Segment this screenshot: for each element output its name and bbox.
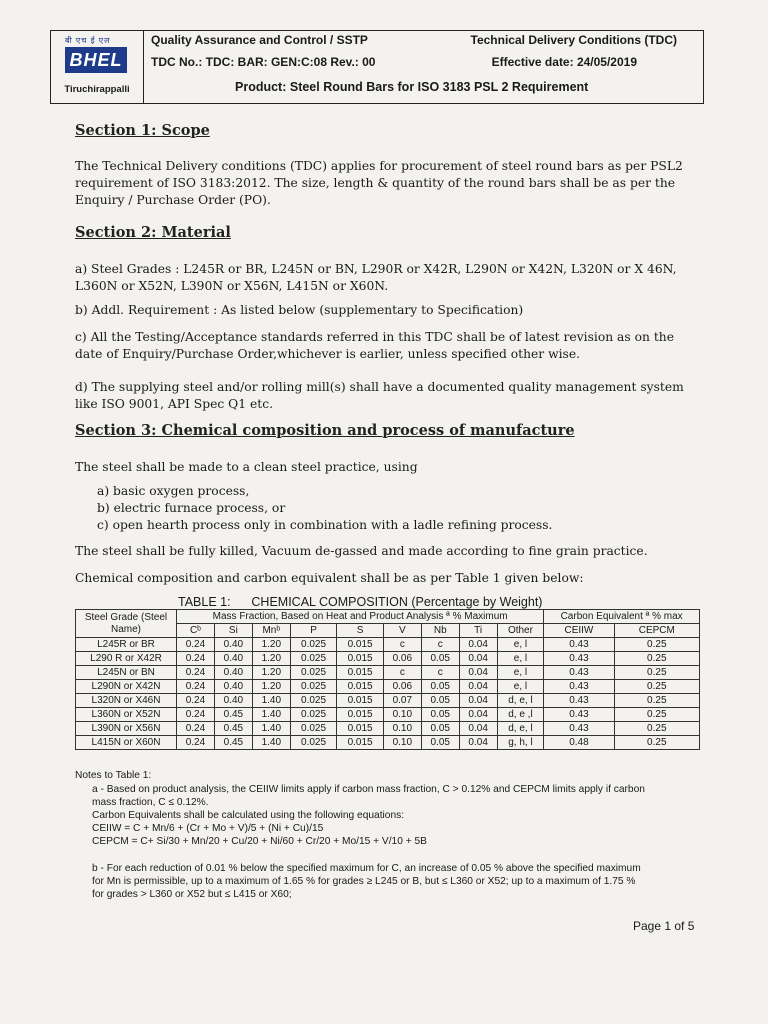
table-cell: 0.25 — [614, 694, 699, 708]
ce-pcm-formula: CEPCM = C+ Si/30 + Mn/20 + Cu/20 + Ni/60 + Cr/20 + Mo/15 + V/10 + 5B — [92, 836, 427, 847]
table-cell: e, l — [497, 666, 544, 680]
table-cell: 0.10 — [383, 708, 421, 722]
table-cell: 0.25 — [614, 736, 699, 750]
table-cell: 0.05 — [421, 708, 459, 722]
table-cell: 0.015 — [337, 722, 384, 736]
table-cell: 0.025 — [290, 694, 337, 708]
table-row — [76, 638, 700, 652]
table-row — [76, 680, 700, 694]
section1-text: The Technical Delivery conditions (TDC) applies for procurement of steel round bars as per PSL2 requirement of ISO 3183:2012. The size, length & quantity of the round bars shall be as per the Enquiry / Purchase Order (PO). — [75, 159, 683, 207]
note-b-line1: b - For each reduction of 0.01 % below the specified maximum for C, an increase of 0.05 % above the specified maximum — [92, 863, 641, 874]
table-cell: 0.25 — [614, 666, 699, 680]
table-cell: 0.24 — [177, 694, 215, 708]
section3-intro: The steel shall be made to a clean steel practice, using — [75, 460, 418, 474]
col-header: P — [290, 624, 337, 638]
note-b-line2: for Mn is permissible, up to a maximum of 1.65 % for grades ≥ L245 or B, but ≤ L360 or X52; up to a maximum of 1.75 % — [92, 876, 636, 887]
table-cell: 0.43 — [544, 666, 614, 680]
table-cell: 0.025 — [290, 666, 337, 680]
table-cell: e, l — [497, 638, 544, 652]
table-cell: 0.10 — [383, 736, 421, 750]
table1-title: TABLE 1: CHEMICAL COMPOSITION (Percentage by Weight) — [178, 595, 543, 609]
tdc-number: TDC No.: TDC: BAR: GEN:C:08 Rev.: 00 — [151, 55, 376, 69]
col-header: S — [337, 624, 384, 638]
table-cell: L320N or X46N — [76, 694, 177, 708]
table-cell: L360N or X52N — [76, 708, 177, 722]
logo-mark: BHEL — [65, 47, 127, 73]
table-cell: 0.04 — [459, 652, 497, 666]
table-cell: 0.43 — [544, 708, 614, 722]
table-cell: 0.025 — [290, 736, 337, 750]
table-cell: 0.40 — [214, 652, 252, 666]
table-cell: c — [383, 666, 421, 680]
table-cell: d, e, l — [497, 722, 544, 736]
table-cell: 0.24 — [177, 652, 215, 666]
table-cell: L415N or X60N — [76, 736, 177, 750]
table-cell: 0.25 — [614, 708, 699, 722]
process-item: c) open hearth process only in combination with a ladle refining process. — [97, 518, 553, 532]
table-cell: 0.025 — [290, 652, 337, 666]
table-cell: 0.24 — [177, 736, 215, 750]
section2-item-a: a) Steel Grades : L245R or BR, L245N or BN, L290R or X42R, L290N or X42N, L320N or X 46N, L360N or X52N, L390N or X56N, L415N or X60N. — [75, 262, 677, 293]
logo-city: Tiruchirappalli — [64, 84, 130, 95]
table-row — [76, 694, 700, 708]
col-header: CEPCM — [614, 624, 699, 638]
table-cell: 0.25 — [614, 680, 699, 694]
table-cell: 0.24 — [177, 666, 215, 680]
table-cell: 0.06 — [383, 680, 421, 694]
table-cell: d, e ,l — [497, 708, 544, 722]
table-cell: 0.43 — [544, 680, 614, 694]
table-cell: 0.24 — [177, 708, 215, 722]
table-cell: 0.06 — [383, 652, 421, 666]
section3-killed: The steel shall be fully killed, Vacuum de-gassed and made according to fine grain practice. — [75, 544, 648, 558]
document-header — [50, 30, 704, 104]
table-cell: 0.45 — [214, 722, 252, 736]
table-cell: 0.05 — [421, 694, 459, 708]
table-row — [76, 722, 700, 736]
table-cell: 0.40 — [214, 638, 252, 652]
table-cell: 0.05 — [421, 736, 459, 750]
doc-type-label: Technical Delivery Conditions (TDC) — [470, 33, 677, 47]
section3-title: Section 3: Chemical composition and process of manufacture — [75, 422, 575, 439]
note-b-line3: for grades > L360 or X52 but ≤ L415 or X60; — [92, 889, 292, 900]
table-cell: 0.40 — [214, 680, 252, 694]
table-cell: 0.015 — [337, 736, 384, 750]
table-row — [76, 666, 700, 680]
table-cell: 0.04 — [459, 694, 497, 708]
table-cell: 0.015 — [337, 652, 384, 666]
table-cell: 0.43 — [544, 694, 614, 708]
table-cell: 0.015 — [337, 680, 384, 694]
table-cell: c — [421, 638, 459, 652]
table-cell: L245N or BN — [76, 666, 177, 680]
table-cell: 1.20 — [252, 652, 290, 666]
table-cell: 0.10 — [383, 722, 421, 736]
table-cell: 0.40 — [214, 666, 252, 680]
table-cell: c — [383, 638, 421, 652]
table-cell: 0.04 — [459, 708, 497, 722]
table-cell: L290N or X42N — [76, 680, 177, 694]
col-header: Ti — [459, 624, 497, 638]
table-cell: 1.20 — [252, 638, 290, 652]
table-cell: 1.40 — [252, 708, 290, 722]
table-cell: 0.05 — [421, 722, 459, 736]
table-cell: 0.04 — [459, 680, 497, 694]
col-header-carbon-equivalent: Carbon Equivalent ª % max — [544, 610, 700, 624]
effective-date: Effective date: 24/05/2019 — [491, 55, 637, 69]
table-cell: 1.20 — [252, 666, 290, 680]
table-cell: 0.025 — [290, 638, 337, 652]
table-cell: 0.015 — [337, 694, 384, 708]
table-cell: 0.25 — [614, 652, 699, 666]
company-logo — [51, 31, 144, 103]
table-cell: 1.40 — [252, 736, 290, 750]
page-number: Page 1 of 5 — [633, 919, 695, 933]
col-header: V — [383, 624, 421, 638]
section2-title: Section 2: Material — [75, 224, 231, 241]
note-a-line2: mass fraction, C ≤ 0.12%. — [92, 797, 209, 808]
table-cell: 0.04 — [459, 736, 497, 750]
col-header-grade: Steel Grade (Steel Name) — [76, 610, 177, 638]
table-cell: 1.40 — [252, 694, 290, 708]
table-cell: 0.07 — [383, 694, 421, 708]
table-cell: e, l — [497, 680, 544, 694]
col-header: Mnᵇ — [252, 624, 290, 638]
table-cell: L390N or X56N — [76, 722, 177, 736]
table-cell: 0.45 — [214, 736, 252, 750]
table-cell: 0.48 — [544, 736, 614, 750]
process-item: a) basic oxygen process, — [97, 484, 250, 498]
table-cell: 0.43 — [544, 722, 614, 736]
table-cell: e, l — [497, 652, 544, 666]
col-header: Cᵇ — [177, 624, 215, 638]
table-cell: g, h, l — [497, 736, 544, 750]
table-row — [76, 736, 700, 750]
table-cell: 0.015 — [337, 666, 384, 680]
ce-iiw-formula: CEIIW = C + Mn/6 + (Cr + Mo + V)/5 + (Ni + Cu)/15 — [92, 823, 324, 834]
col-header: CEIIW — [544, 624, 614, 638]
col-header-mass-fraction: Mass Fraction, Based on Heat and Product Analysis ª % Maximum — [177, 610, 544, 624]
table-cell: 0.24 — [177, 680, 215, 694]
table-cell: 0.05 — [421, 652, 459, 666]
chemical-composition-table — [75, 609, 700, 750]
table-row — [76, 652, 700, 666]
table-cell: 0.025 — [290, 722, 337, 736]
table-cell: 0.25 — [614, 638, 699, 652]
table-cell: L290 R or X42R — [76, 652, 177, 666]
section2-item-d: d) The supplying steel and/or rolling mill(s) shall have a documented quality management system like ISO 9001, API Spec Q1 etc. — [75, 380, 684, 411]
col-header: Nb — [421, 624, 459, 638]
section3-table-ref: Chemical composition and carbon equivalent shall be as per Table 1 given below: — [75, 571, 584, 585]
table-cell: 0.04 — [459, 722, 497, 736]
table-cell: 0.04 — [459, 638, 497, 652]
table-cell: 1.40 — [252, 722, 290, 736]
table-cell: 0.24 — [177, 638, 215, 652]
table-cell: 1.20 — [252, 680, 290, 694]
process-item: b) electric furnace process, or — [97, 501, 286, 515]
product-title: Product: Steel Round Bars for ISO 3183 PSL 2 Requirement — [235, 80, 589, 94]
section2-item-c: c) All the Testing/Acceptance standards referred in this TDC shall be of latest revision as on the date of Enquiry/Purchase Order,whichever is earlier, unless specified other wise. — [75, 330, 674, 361]
table-row — [76, 708, 700, 722]
table-cell: c — [421, 666, 459, 680]
section1-title: Section 1: Scope — [75, 122, 210, 139]
note-a-line1: a - Based on product analysis, the CEIIW limits apply if carbon mass fraction, C > 0.12% and CEPCM limits apply if carbon — [92, 784, 645, 795]
section2-item-b: b) Addl. Requirement : As listed below (supplementary to Specification) — [75, 303, 524, 317]
ce-intro: Carbon Equivalents shall be calculated using the following equations: — [92, 810, 405, 821]
table-cell: 0.04 — [459, 666, 497, 680]
table-cell: 0.025 — [290, 680, 337, 694]
table-cell: 0.40 — [214, 694, 252, 708]
col-header: Other — [497, 624, 544, 638]
table-cell: 0.05 — [421, 680, 459, 694]
table-cell: 0.015 — [337, 638, 384, 652]
table-cell: 0.24 — [177, 722, 215, 736]
department-label: Quality Assurance and Control / SSTP — [151, 33, 368, 47]
table-cell: 0.45 — [214, 708, 252, 722]
table-cell: 0.43 — [544, 652, 614, 666]
table-cell: L245R or BR — [76, 638, 177, 652]
table-cell: d, e, l — [497, 694, 544, 708]
logo-hindi-text: बी एच ई एल — [65, 36, 111, 45]
table-cell: 0.025 — [290, 708, 337, 722]
table-cell: 0.015 — [337, 708, 384, 722]
table-cell: 0.43 — [544, 638, 614, 652]
table-cell: 0.25 — [614, 722, 699, 736]
col-header: Si — [214, 624, 252, 638]
notes-heading: Notes to Table 1: — [75, 770, 152, 781]
